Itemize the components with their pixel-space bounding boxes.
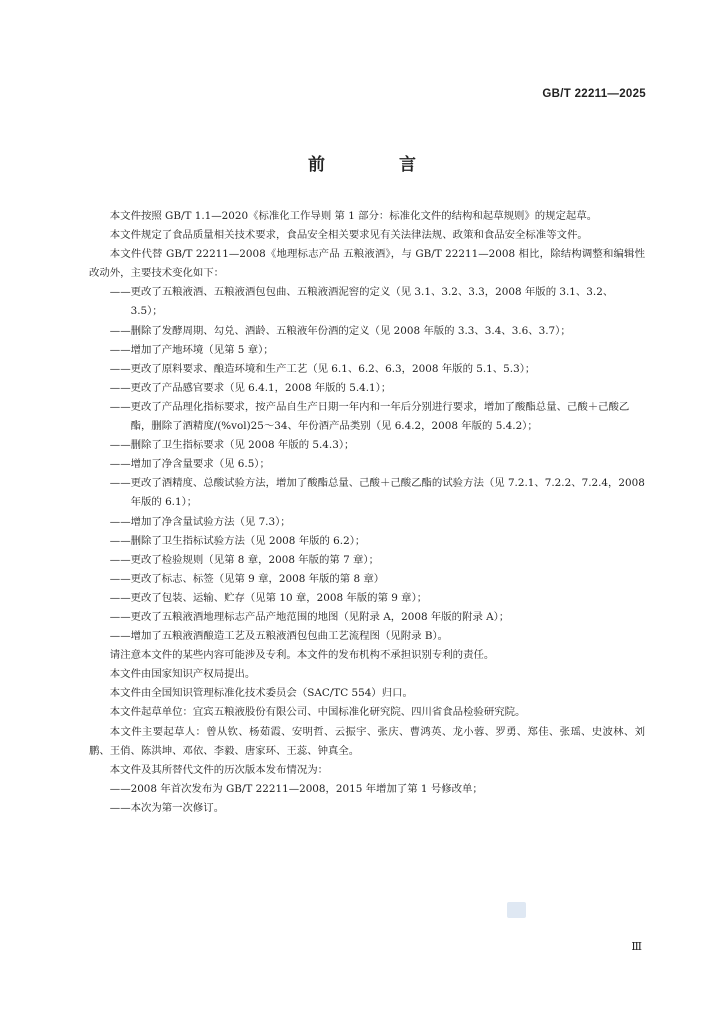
paragraph-proposer: 本文件由国家知识产权局提出。 — [109, 668, 256, 681]
list-item: ——更改了产品感官要求（见 6.4.1，2008 年版的 5.4.1）； — [109, 381, 392, 394]
watermark-icon — [507, 902, 526, 918]
paragraph-committee: 本文件由全国知识管理标准化技术委员会（SAC/TC 554）归口。 — [109, 687, 413, 700]
list-item: ——更改了酒精度、总酸试验方法，增加了酸酯总量、己酸＋己酸乙酯的试验方法（见 7.2.1、7.2.2、7.2.4，2008 年版的 6.1）； — [109, 477, 645, 509]
paragraph-drafters: 本文件主要起草人：曾从钦、杨茹霞、安明哲、云振宇、张庆、曹鸿英、龙小蓉、罗勇、郑佳、张瑶、史波林、刘鹏、王俏、陈洪坤、邓依、李毅、唐家环、王蕊、钟真全。 — [89, 725, 645, 757]
list-item: ——增加了净含量要求（见 6.5）； — [109, 458, 270, 471]
paragraph-patent-notice: 请注意本文件的某些内容可能涉及专利。本文件的发布机构不承担识别专利的责任。 — [109, 649, 495, 662]
page-title: 前 言 — [308, 155, 450, 175]
list-item: ——删除了发酵周期、勾兑、酒龄、五粮液年份酒的定义（见 2008 年版的 3.3、3.4、3.6、3.7）； — [109, 324, 571, 337]
list-item: ——更改了五粮液酒、五粮液酒包包曲、五粮液酒泥窖的定义（见 3.1、3.2、3.3，2008 年版的 3.1、3.2、3.5）； — [109, 286, 614, 318]
list-item: ——增加了五粮液酒酿造工艺及五粮液酒包包曲工艺流程图（见附录 B）。 — [109, 630, 449, 643]
list-item: ——更改了产品理化指标要求，按产品自生产日期一年内和一年后分别进行要求，增加了酸酯总量、己酸＋己酸乙酯，删除了酒精度/(%vol)25～34、年份酒产品类别（见 6.4.2，2008 年版的 5.4.2）； — [109, 400, 630, 433]
paragraph-replacement: 本文件代替 GB/T 22211—2008《地理标志产品 五粮液酒》，与 GB/T 22211—2008 相比，除结构调整和编辑性改动外，主要技术变化如下： — [89, 248, 645, 280]
list-item: ——更改了包装、运输、贮存（见第 10 章，2008 年版的第 9 章）； — [109, 591, 428, 604]
list-item: ——增加了净含量试验方法（见 7.3）； — [109, 515, 291, 528]
changes-list — [89, 283, 645, 646]
foreword-body — [89, 207, 645, 818]
page-number: Ⅲ — [631, 940, 642, 953]
paragraph-scope: 本文件规定了食品质量相关技术要求，食品安全相关要求见有关法律法规、政策和食品安全标准等文件。 — [109, 229, 588, 242]
history-list — [89, 780, 645, 818]
list-item: ——更改了标志、标签（见第 9 章，2008 年版的第 8 章） — [109, 572, 385, 585]
paragraph-drafting-units: 本文件起草单位：宜宾五粮液股份有限公司、中国标准化研究院、四川省食品检验研究院。 — [109, 706, 526, 719]
standard-number: GB/T 22211—2025 — [542, 88, 646, 100]
list-item: ——删除了卫生指标要求（见 2008 年版的 5.4.3）； — [109, 439, 355, 452]
paragraph-drafting-rules: 本文件按照 GB/T 1.1—2020《标准化工作导则 第 1 部分：标准化文件的结构和起草规则》的规定起草。 — [109, 210, 598, 222]
list-item: ——更改了原料要求、酿造环境和生产工艺（见 6.1、6.2、6.3，2008 年版的 5.1、5.3）； — [109, 362, 536, 375]
list-item: ——更改了检验规则（见第 8 章，2008 年版的第 7 章）； — [109, 553, 379, 566]
list-item: ——删除了卫生指标试验方法（见 2008 年版的 6.2）； — [109, 534, 366, 547]
list-item: ——更改了五粮液酒地理标志产品产地范围的地图（见附录 A，2008 年版的附录 A）； — [109, 610, 510, 623]
list-item: ——增加了产地环境（见第 5 章）； — [109, 343, 274, 356]
list-item: ——本次为第一次修订。 — [109, 801, 225, 814]
list-item: ——2008 年首次发布为 GB/T 22211—2008，2015 年增加了第 1 号修改单； — [109, 782, 483, 795]
paragraph-history-intro: 本文件及其所替代文件的历次版本发布情况为： — [109, 763, 328, 776]
